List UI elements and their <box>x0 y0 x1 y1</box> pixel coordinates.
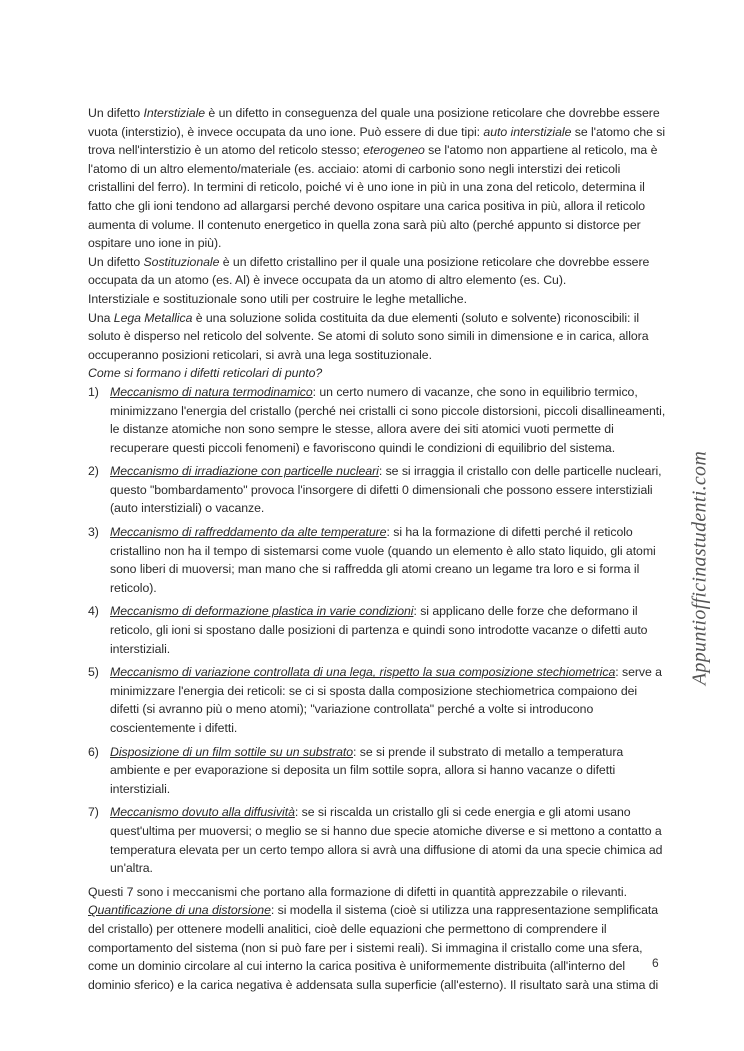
section-question <box>88 364 666 383</box>
list-number: 2) <box>88 464 99 479</box>
text-run: Un difetto <box>88 106 144 120</box>
mechanism-title: Meccanismo di variazione controllata di una lega, rispetto la sua composizione stechiometrica <box>110 665 616 680</box>
mechanism-title: Meccanismo dovuto alla diffusività <box>110 805 295 820</box>
mechanism-item <box>88 523 666 597</box>
mechanism-text: : se si prende il substrato di metallo a temperatura ambiente e per evaporazione si deposita un film sottile sopra, allora si hanno vacanze o difetti interstiziali. <box>110 744 624 796</box>
mechanism-text: : si applicano delle forze che deformano il reticolo, gli ioni si spostano dalle posizioni di partenza e quindi sono introdotte vacanze o difetti auto interstiziali. <box>110 604 648 656</box>
paragraph-sostituzionale <box>88 253 666 290</box>
text-run: se l'atomo non appartiene al reticolo, ma è l'atomo di un altro elemento/materiale (es. acciaio: atomi di carbonio sono negli interstizi dei reticoli cristallini del ferro). In termini di reticolo, poiché vi è uno ione in più in una zona del reticolo, determina il fatto che gli ioni tendono ad allargarsi perché devono ospitare una carica positiva in più, allora il reticolo aumenta di volume. Il contenuto energetico in quella zona sarà più alto (perché appunto si distorce per ospitare uno ione in più). <box>88 143 658 251</box>
list-number: 7) <box>88 805 99 820</box>
term-auto-interstiziale: auto interstiziale <box>483 124 572 139</box>
term-lega-metallica: Lega Metallica <box>113 310 193 325</box>
question-text: Come si formano i difetti reticolari di punto? <box>88 366 323 381</box>
list-number: 3) <box>88 525 99 540</box>
term-quantificazione: Quantificazione di una distorsione <box>88 903 271 918</box>
mechanism-title: Meccanismo di natura termodinamico <box>110 384 313 399</box>
mechanism-title: Meccanismo di irradiazione con particelle nucleari <box>110 464 379 479</box>
list-number: 4) <box>88 604 99 619</box>
term-eterogeneo: eterogeneo <box>363 143 425 158</box>
term-interstiziale: Interstiziale <box>143 106 206 120</box>
text-run: Un difetto <box>88 254 144 269</box>
mechanism-item <box>88 602 666 658</box>
mechanism-title: Meccanismo di raffreddamento da alte temperature <box>110 525 387 540</box>
text-run: è un difetto in conseguenza del quale una posizione reticolare che dovrebbe essere vuota (interstizio), è invece occupata da uno ione. Può essere di due tipi: <box>88 106 660 139</box>
mechanism-list <box>88 383 666 878</box>
mechanism-item <box>88 462 666 518</box>
term-sostituzionale: Sostituzionale <box>143 254 220 269</box>
mechanism-item <box>88 803 666 877</box>
text-run: : si modella il sistema (cioè si utilizza una rappresentazione semplificata del cristallo) per ottenere modelli analitici, cioè delle equazioni che permettono di comprendere il comportamento del sistema (non si può fare per i sistemi reali). Si immagina il cristallo come una sfera, come un dominio circolare al cui interno la carica positiva è uniformemente distribuita (all'interno del dominio sferico) e la carica negativa è addensata sulla superficie (all'esterno). Il risultato sarà una stima di <box>88 903 659 992</box>
mechanism-text: : un certo numero di vacanze, che sono in equilibrio termico, minimizzano l'energia del cristallo (perché nei cristalli ci sono piccole distorsioni, piccoli disallineamenti, le distanze atomiche non sono sempre le stesse, allora avere dei siti atomici vuoti permette di recuperare questi piccoli fenomeni) e favoriscono quindi le condizioni di equilibrio del sistema. <box>110 384 666 455</box>
mechanism-title: Meccanismo di deformazione plastica in varie condizioni <box>110 604 414 619</box>
mechanism-text: : si ha la formazione di difetti perché il reticolo cristallino non ha il tempo di sistemarsi come vuole (quando un elemento è allo stato liquido, gli atomi sono liberi di muoversi; man mano che si raffredda gli atomi creano un legame tra loro e si forma il reticolo). <box>110 525 656 595</box>
page-body <box>88 104 666 994</box>
text-run: se l'atomo che si trova nell'interstizio è un atomo del reticolo stesso; <box>88 124 666 158</box>
mechanism-text: : se si riscalda un cristallo gli si cede energia e gli atomi usano quest'ultima per muoversi; o meglio se si hanno due specie atomiche diverse e si mettono a contatto a temperatura elevata per un certo tempo allora si avrà una diffusione di atomi da una specie chimica ad un'altra. <box>110 805 663 876</box>
mechanism-text: : se si irraggia il cristallo con delle particelle nucleari, questo "bombardamento" provoca l'insorgere di difetti 0 dimensionali che possono essere interstiziali (auto interstiziali) o vacanze. <box>110 464 662 516</box>
page-number: 6 <box>652 956 659 970</box>
list-number: 5) <box>88 665 99 680</box>
mechanism-item <box>88 743 666 799</box>
text-run: è un difetto cristallino per il quale una posizione reticolare che dovrebbe essere occupata da un atomo (es. Al) è invece occupata da un atomo di altro elemento (es. Cu). <box>88 254 650 288</box>
text-run: è una soluzione solida costituita da due elementi (soluto e solvente) riconoscibili: il soluto è disperso nel reticolo del solvente. Se atomi di soluto sono simili in dimensione e in carica, allora occuperanno posizioni reticolari, si avrà una lega sostituzionale. <box>88 310 649 362</box>
list-number: 1) <box>88 384 99 399</box>
text-run: Una <box>88 310 114 325</box>
paragraph-quantificazione <box>88 901 666 994</box>
paragraph-leghe: Interstiziale e sostituzionale sono utili per costruire le leghe metalliche. <box>88 291 467 306</box>
watermark-text: Appuntiofficinastudenti.com <box>688 450 711 686</box>
list-number: 6) <box>88 744 99 759</box>
mechanism-item <box>88 383 666 457</box>
mechanism-title: Disposizione di un film sottile su un substrato <box>110 744 354 759</box>
paragraph-closing: Questi 7 sono i meccanismi che portano alla formazione di difetti in quantità apprezzabile o rilevanti. <box>88 884 627 899</box>
paragraph-lega-metallica <box>88 309 666 365</box>
mechanism-text: : serve a minimizzare l'energia dei reticoli: se ci si sposta dalla composizione stechiometrica compaiono dei difetti (si avranno più o meno atomi); "variazione controllata" perché a volte si introducono coscientemente i difetti. <box>110 665 662 735</box>
mechanism-item <box>88 663 666 737</box>
paragraph-interstiziale <box>88 104 666 253</box>
